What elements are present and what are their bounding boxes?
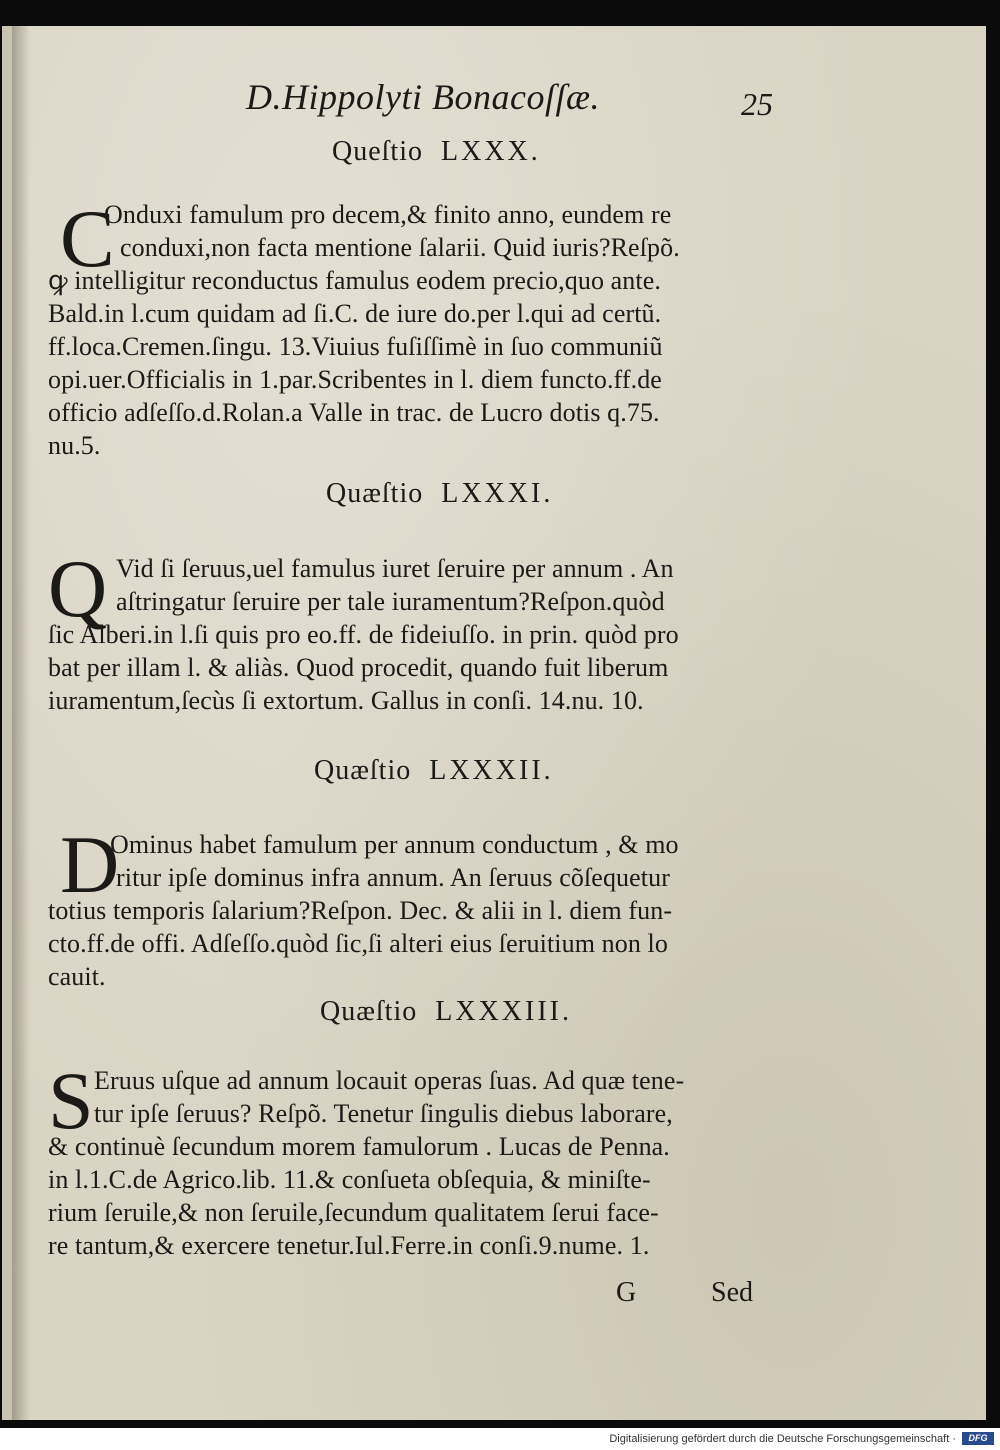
- text-line: ſic Alberi.in l.ſi quis pro eo.ff. de fideiuſſo. in prin. quòd pro: [48, 620, 679, 649]
- dropcap-initial: C: [60, 193, 115, 284]
- question-heading-82: [314, 755, 554, 787]
- text-line: Eruus uſque ad annum locauit operas ſuas. Ad quæ tene-: [94, 1066, 685, 1095]
- text-line: ꝙ intelligitur reconductus famulus eodem precio,quo ante.: [48, 266, 661, 295]
- question-heading-numeral: LXXXIII.: [435, 996, 572, 1027]
- question-heading-word: Quæſtio: [326, 478, 424, 509]
- question-heading-word: Queſtio: [332, 136, 423, 167]
- text-line: bat per illam l. & aliàs. Quod procedit, quando fuit liberum: [48, 653, 669, 682]
- question-heading-word: Quæſtio: [320, 996, 418, 1027]
- question-body-80: [48, 193, 808, 462]
- text-line: Vid ſi ſeruus,uel famulus iuret ſeruire per annum . An: [116, 554, 674, 583]
- text-line: ritur ipſe dominus infra annum. An ſeruus cõſequetur: [116, 863, 670, 892]
- text-line: & continuè ſecundum morem famulorum . Lucas de Penna.: [48, 1132, 670, 1161]
- dfg-logo-icon: DFG: [962, 1432, 994, 1445]
- text-line: cauit.: [48, 962, 106, 991]
- text-line: totius temporis ſalarium?Reſpon. Dec. & alii in l. diem fun-: [48, 896, 673, 925]
- question-heading-numeral: LXXX.: [441, 136, 541, 167]
- text-line: cto.ff.de offi. Adſeſſo.quòd ſic,ſi alteri eius ſeruitium non lo: [48, 929, 668, 958]
- catchword: Sed: [711, 1277, 753, 1308]
- text-line: nu.5.: [48, 431, 101, 460]
- question-body-82: [48, 819, 808, 993]
- text-line: Ominus habet famulum per annum conductum , & mo: [110, 830, 679, 859]
- text-line: conduxi,non facta mentione ſalarii. Quid iuris?Reſpõ.: [120, 233, 680, 262]
- text-line: ff.loca.Cremen.ſingu. 13.Viuius fuſiſſimè in ſuo communiũ: [48, 332, 663, 361]
- text-line: rium ſeruile,& non ſeruile,ſecundum qualitatem ſerui face-: [48, 1198, 659, 1227]
- text-line: iuramentum,ſecùs ſi extortum. Gallus in conſi. 14.nu. 10.: [48, 686, 644, 715]
- text-line: opi.uer.Officialis in 1.par.Scribentes in l. diem functo.ff.de: [48, 365, 662, 394]
- text-line: in l.1.C.de Agrico.lib. 11.& conſueta obſequia, & miniſte-: [48, 1165, 651, 1194]
- question-heading-80: [332, 136, 541, 168]
- question-body-83: [48, 1055, 808, 1262]
- page-number: 25: [741, 86, 773, 122]
- footer-credit: Digitalisierung gefördert durch die Deutsche Forschungsgemeinschaft ·: [609, 1433, 956, 1445]
- running-head: D.Hippolyti Bonacoſſæ.: [246, 77, 600, 117]
- text-line: Onduxi famulum pro decem,& finito anno, eundem re: [104, 200, 672, 229]
- question-heading-81: [326, 478, 553, 510]
- question-heading-83: [320, 996, 572, 1028]
- text-line: tur ipſe ſeruus? Reſpõ. Tenetur ſingulis diebus laborare,: [94, 1099, 673, 1128]
- text-line: officio adſeſſo.d.Rolan.a Valle in trac. de Lucro dotis q.75.: [48, 398, 660, 427]
- question-heading-word: Quæſtio: [314, 755, 412, 786]
- dropcap-initial: Q: [48, 543, 108, 634]
- text-line: re tantum,& exercere tenetur.Iul.Ferre.in conſi.9.nume. 1.: [48, 1231, 650, 1260]
- digitization-footer: [0, 1428, 1000, 1450]
- text-line: Bald.in l.cum quidam ad ſi.C. de iure do.per l.qui ad certũ.: [48, 299, 662, 328]
- dropcap-initial: S: [48, 1055, 94, 1146]
- text-line: aſtringatur ſeruire per tale iuramentum?Reſpon.quòd: [116, 587, 665, 616]
- question-heading-numeral: LXXXII.: [429, 755, 554, 786]
- signature-mark: G: [616, 1277, 637, 1308]
- dropcap-initial: D: [60, 819, 120, 910]
- question-heading-numeral: LXXXI.: [441, 478, 554, 509]
- question-body-81: [48, 543, 808, 717]
